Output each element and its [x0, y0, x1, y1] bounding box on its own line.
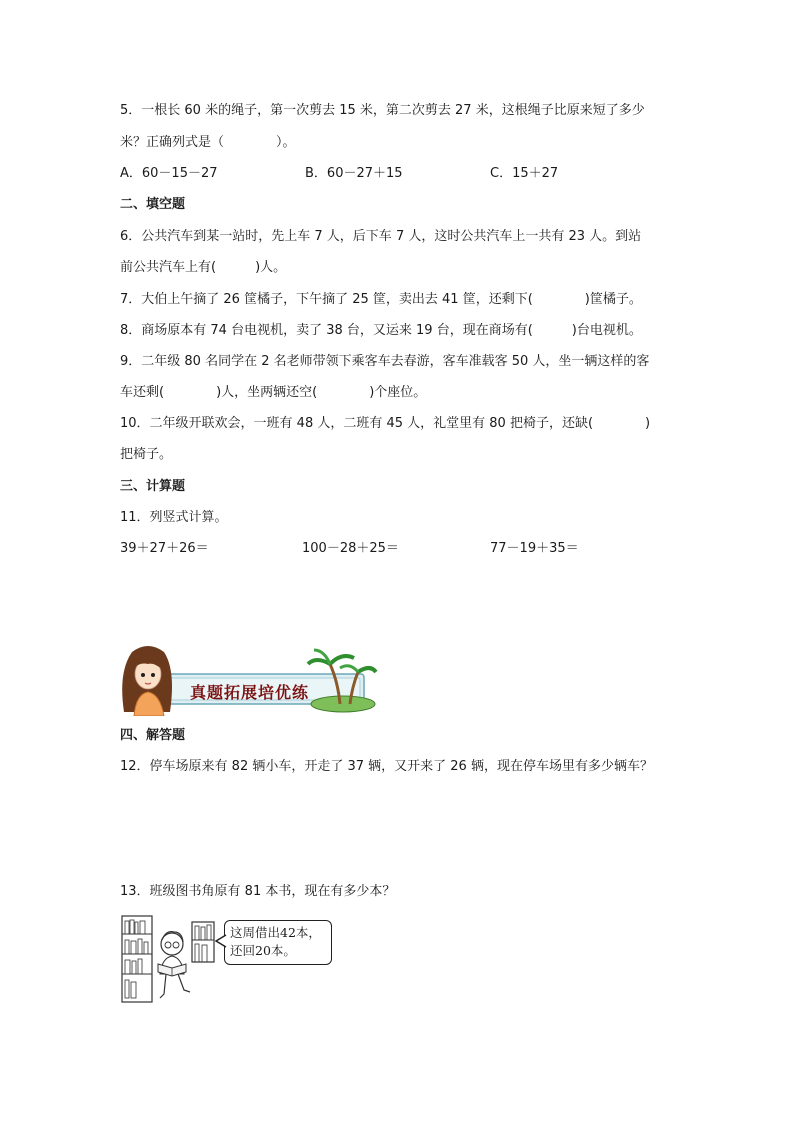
speech-bubble-tail — [215, 934, 227, 948]
banner-girl-palm-illustration — [118, 642, 378, 716]
q7-text: 7．大伯上午摘了 26 筐橘子，下午摘了 25 筐，卖出去 41 筐，还剩下( )筐橘子。 — [120, 292, 642, 307]
q12-text: 12．停车场原来有 82 辆小车，开走了 37 辆，又开来了 26 辆，现在停车场里有多少辆车？ — [120, 759, 653, 774]
q5-line1: 5．一根长 60 米的绳子，第一次剪去 15 米，第二次剪去 27 米，这根绳子比原来短了多少 — [120, 103, 645, 118]
section-calculation-heading: 三、计算题 — [120, 479, 186, 494]
library-child-illustration — [120, 912, 215, 1004]
q11-expr-3: 77－19＋35＝ — [490, 541, 579, 556]
speech-bubble-line1: 这周借出42本， — [230, 925, 321, 940]
q11-expr-1: 39＋27＋26＝ — [120, 541, 209, 556]
q11-title: 11．列竖式计算。 — [120, 510, 228, 525]
q8-text: 8．商场原本有 74 台电视机，卖了 38 台，又运来 19 台，现在商场有( )台电视机。 — [120, 323, 642, 338]
q13-title: 13．班级图书角原有 81 本书，现在有多少本？ — [120, 884, 396, 899]
banner-title: 真题拓展培优练 — [190, 683, 310, 702]
q9-line2: 车还剩( )人，坐两辆还空( )个座位。 — [120, 385, 427, 400]
q10-line2: 把椅子。 — [120, 447, 173, 462]
q6-line1: 6．公共汽车到某一站时，先上车 7 人，后下车 7 人，这时公共汽车上一共有 23 人。到站 — [120, 229, 642, 244]
q10-line1: 10．二年级开联欢会，一班有 48 人，二班有 45 人，礼堂里有 80 把椅子，还缺( ) — [120, 416, 651, 431]
q5-option-a: A．60－15－27 — [120, 166, 218, 181]
section-solution-heading: 四、解答题 — [120, 728, 186, 743]
q5-line2: 米？正确列式是（ ）。 — [120, 135, 296, 150]
q9-line1: 9．二年级 80 名同学在 2 名老师带领下乘客车去春游，客车准载客 50 人，坐一辆这样的客 — [120, 354, 650, 369]
q6-line2: 前公共汽车上有( )人。 — [120, 260, 287, 275]
section-fill-blank-heading: 二、填空题 — [120, 197, 186, 212]
q11-expr-2: 100－28＋25＝ — [302, 541, 399, 556]
q5-option-b: B．60－27＋15 — [305, 166, 403, 181]
speech-bubble-line2: 还回20本。 — [230, 943, 296, 958]
speech-bubble-text — [230, 924, 321, 960]
q5-option-c: C．15＋27 — [490, 166, 559, 181]
